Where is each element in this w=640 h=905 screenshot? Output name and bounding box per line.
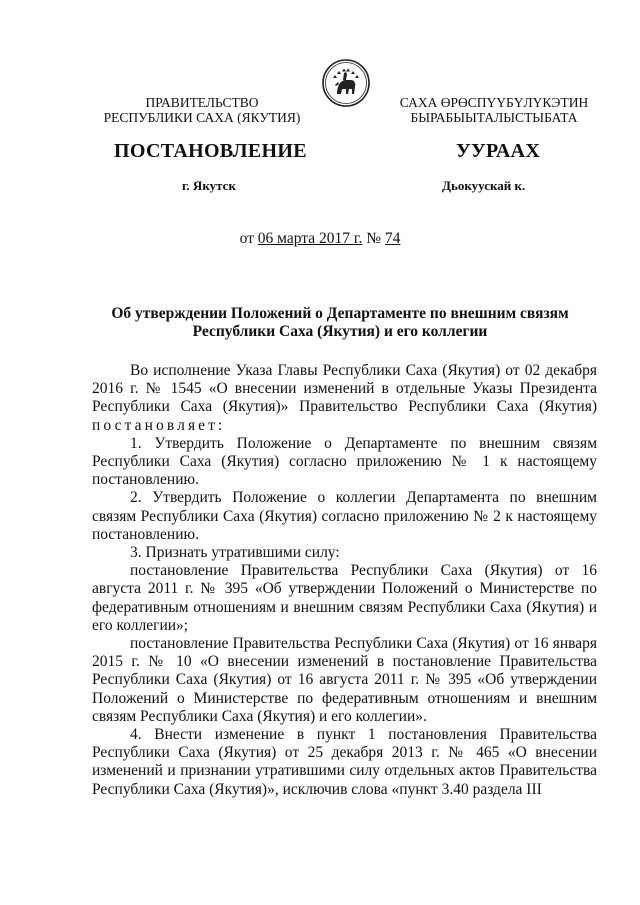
item-3a-paragraph: постановление Правительства Республики Саха (Якутия) от 16 августа 2011 г. № 395 «Об утверждении Положений о Министерстве по федеративным отношениям и внешним связям Республики Саха (Якутия) и его коллегии»; <box>92 562 597 634</box>
document-title <box>90 305 590 341</box>
item-3-paragraph: 3. Признать утратившими силу: <box>130 544 340 562</box>
date-prefix: от <box>239 230 258 247</box>
title-line1: Об утверждении Положений о Департаменте по внешним связям <box>111 305 569 322</box>
left-org-line2: РЕСПУБЛИКИ САХА (ЯКУТИЯ) <box>103 110 301 125</box>
decree-word: постановляет: <box>92 416 226 434</box>
coat-of-arms-icon <box>321 58 371 108</box>
item-3b-paragraph: постановление Правительства Республики Саха (Якутия) от 16 января 2015 г. № 10 «О внесении изменений в постановление Правительства Республики Саха (Якутия) от 16 августа 2011 г. № 395 «Об утверждении Положений о Министерстве по федеративным отношениям и внешним связям Республики Саха (Якутия) и его коллегии». <box>92 635 597 725</box>
right-city: Дьокуускай к. <box>442 178 526 193</box>
title-line2: Республики Саха (Якутия) и его коллегии <box>192 323 488 340</box>
left-doc-type: ПОСТАНОВЛЕНИЕ <box>114 140 307 162</box>
document-date: 06 марта 2017 г. <box>257 230 363 247</box>
document-number: 74 <box>384 230 401 247</box>
right-org-line2: БЫРАБЫЫТАЛЫСТЫБАТА <box>410 110 578 125</box>
left-org-line1: ПРАВИТЕЛЬСТВО <box>145 95 259 110</box>
date-line <box>0 230 640 248</box>
item-1-paragraph: 1. Утвердить Положение о Департаменте по внешним связям Республики Саха (Якутия) согласно приложению № 1 к настоящему постановлению. <box>92 434 597 489</box>
preamble-paragraph <box>92 362 597 435</box>
number-prefix: № <box>362 230 385 247</box>
preamble-text: Во исполнение Указа Главы Республики Саха (Якутия) от 02 декабря 2016 г. № 1545 «О внесении изменений в отдельные Указы Президента Республики Саха (Якутия)» Правительство Республики Саха (Якутия) <box>92 362 597 416</box>
item-2-paragraph: 2. Утвердить Положение о коллегии Департамента по внешним связям Республики Саха (Якутия) согласно приложению № 2 к настоящему постановлению. <box>92 489 597 543</box>
document-body <box>92 362 597 799</box>
right-doc-type: УУРААХ <box>456 140 541 162</box>
left-org-name <box>102 95 302 125</box>
item-4-paragraph: 4. Внести изменение в пункт 1 постановления Правительства Республики Саха (Якутия) от 25 декабря 2013 г. № 465 «О внесении изменений и признании утратившими силу отдельных актов Правительства Республики Саха (Якутия)», исключив слова «пункт 3.40 раздела III <box>92 726 597 798</box>
right-org-line1: САХА ӨРӨСПҮҮБҮЛҮКЭТИН <box>399 95 589 110</box>
left-city: г. Якутск <box>182 178 236 193</box>
right-org-name <box>394 95 594 125</box>
